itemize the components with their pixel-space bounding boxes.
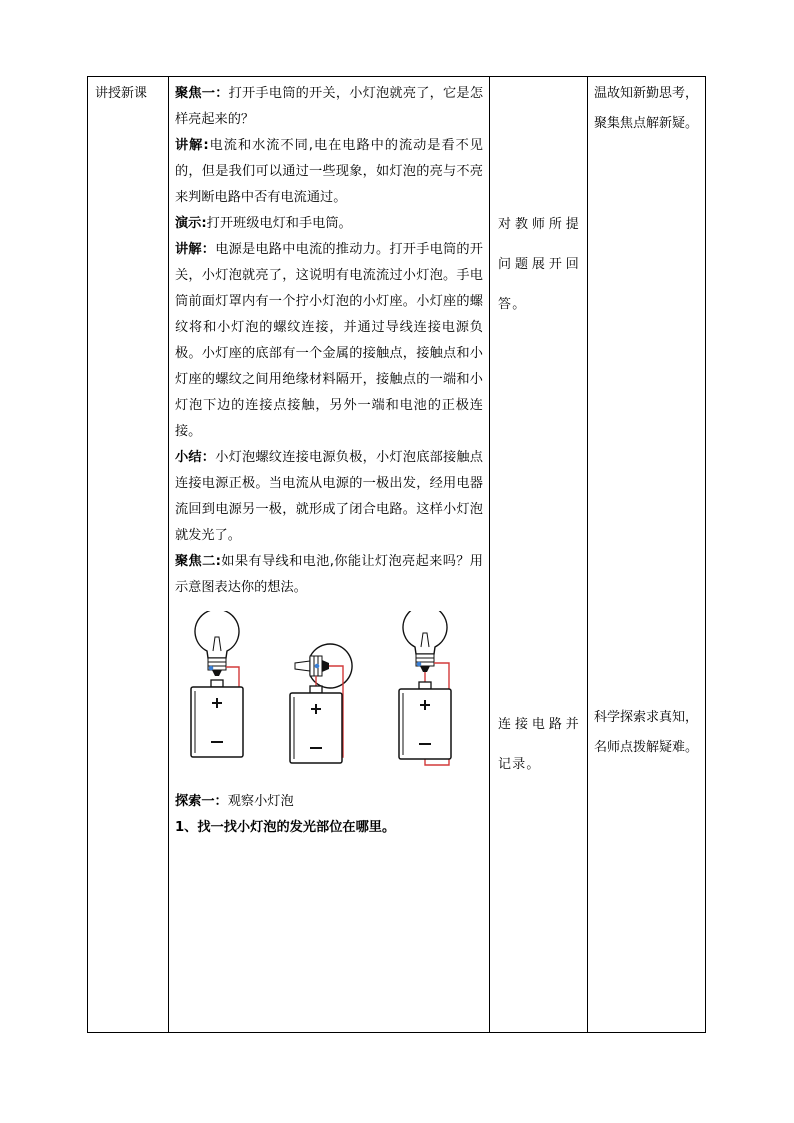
task-one-paragraph: 1、找一找小灯泡的发光部位在哪里。 — [175, 820, 396, 835]
focus-two-paragraph: 聚焦二:如果有导线和电池,你能让灯泡亮起来吗？用示意图表达你的想法。 — [175, 554, 483, 595]
teacher-activity-cell — [168, 77, 489, 1032]
battery-icon — [290, 686, 342, 763]
explain-one-paragraph: 讲解:电流和水流不同,电在电路中的流动是看不见的，但是我们可以通过一些现象，如灯泡的亮与不亮来判断电路中否有电流通过。 — [175, 138, 483, 205]
explain-two-paragraph: 讲解：电源是电路中电流的推动力。打开手电筒的开关，小灯泡就亮了，这说明有电流流过小灯泡。手电筒前面灯罩内有一个拧小灯泡的小灯座。小灯座的螺纹将和小灯泡的螺纹连接，并通过导线连接电源负极。小灯座的底部有一个金属的接触点，接触点和小灯座的螺纹之间用绝缘材料隔开，接触点的一端和小灯泡下边的连接点接触，另外一端和电池的正极连接。 — [175, 242, 483, 439]
circuit-1 — [191, 611, 243, 757]
circuit-figure — [177, 611, 477, 781]
battery-icon — [399, 682, 451, 759]
explore-one-paragraph: 探索一：观察小灯泡 — [175, 794, 294, 809]
battery-icon — [191, 680, 243, 757]
student-note-circuit: 连接电路并记录。 — [498, 717, 580, 772]
bulb-icon — [195, 611, 239, 676]
student-note-answer: 对教师所提问题展开回答。 — [498, 217, 580, 312]
student-activity-cell — [489, 77, 587, 1032]
circuit-3 — [399, 611, 451, 765]
lesson-table — [87, 76, 706, 1033]
focus-one-paragraph: 聚焦一：打开手电筒的开关，小灯泡就亮了，它是怎样亮起来的？ — [175, 86, 484, 127]
design-intent-cell — [587, 77, 705, 1032]
demo-paragraph: 演示:打开班级电灯和手电筒。 — [175, 216, 352, 231]
stage-cell — [88, 77, 168, 1032]
intent-note-explore: 科学探索求真知，名师点拨解疑难。 — [594, 710, 699, 755]
summary-paragraph: 小结：小灯泡螺纹连接电源负极，小灯泡底部接触点连接电源正极。当电流从电源的一极出发，经用电器流回到电源另一极，就形成了闭合电路。这样小灯泡就发光了。 — [175, 450, 483, 543]
stage-label: 讲授新课 — [95, 86, 148, 101]
intent-note-review: 温故知新勤思考，聚集焦点解新疑。 — [594, 86, 699, 131]
circuit-2 — [290, 644, 352, 763]
